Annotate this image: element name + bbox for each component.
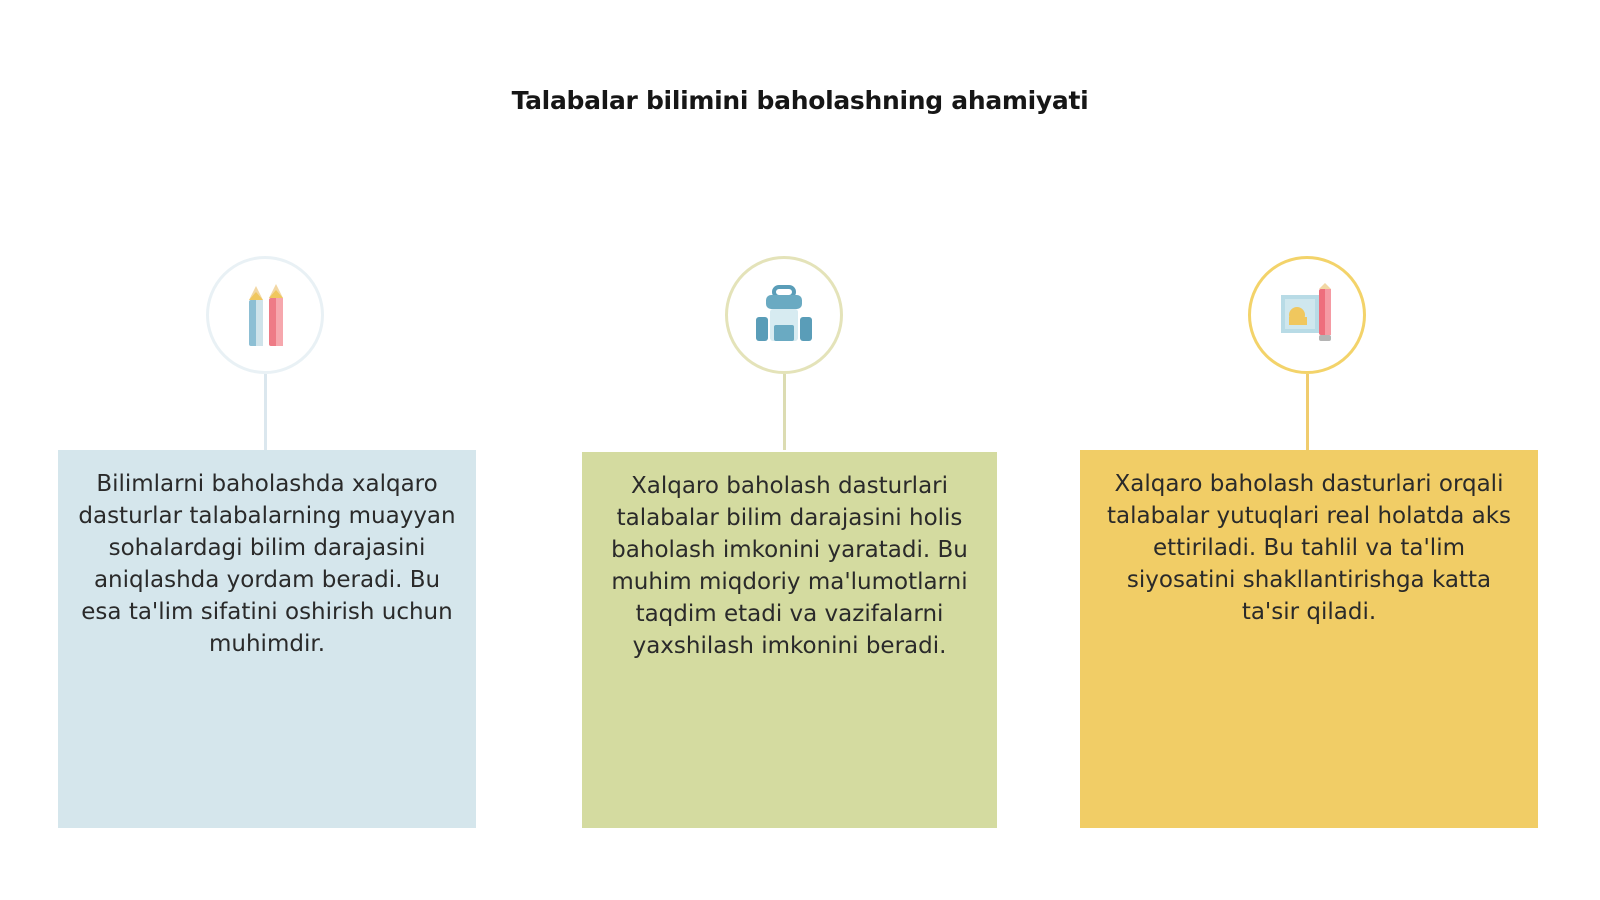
- info-box-1: Bilimlarni baholashda xalqaro dasturlar talabalarning muayyan sohalardagi bilim darajasini aniqlashda yordam beradi. Bu esa ta'lim sifatini oshirish uchun muhimdir.: [58, 450, 476, 828]
- connector-line-2: [783, 374, 786, 450]
- icon-circle-1: [206, 256, 324, 374]
- page-title: Talabalar bilimini baholashning ahamiyati: [511, 86, 1089, 115]
- icon-circle-2: [725, 256, 843, 374]
- icon-circle-3: [1248, 256, 1366, 374]
- info-box-2: Xalqaro baholash dasturlari talabalar bilim darajasini holis baholash imkonini yaratadi. Bu muhim miqdoriy ma'lumotlarni taqdim etadi va vazifalarni yaxshilash imkonini beradi.: [582, 452, 997, 828]
- info-box-3: Xalqaro baholash dasturlari orqali talabalar yutuqlari real holatda aks ettiriladi. Bu tahlil va ta'lim siyosatini shakllantirishga katta ta'sir qiladi.: [1080, 450, 1538, 828]
- connector-line-3: [1306, 374, 1309, 450]
- colored-pencils-icon: [235, 280, 295, 350]
- backpack-icon: [752, 283, 816, 347]
- connector-line-1: [264, 374, 267, 450]
- drawing-and-pencil-icon: [1275, 283, 1339, 347]
